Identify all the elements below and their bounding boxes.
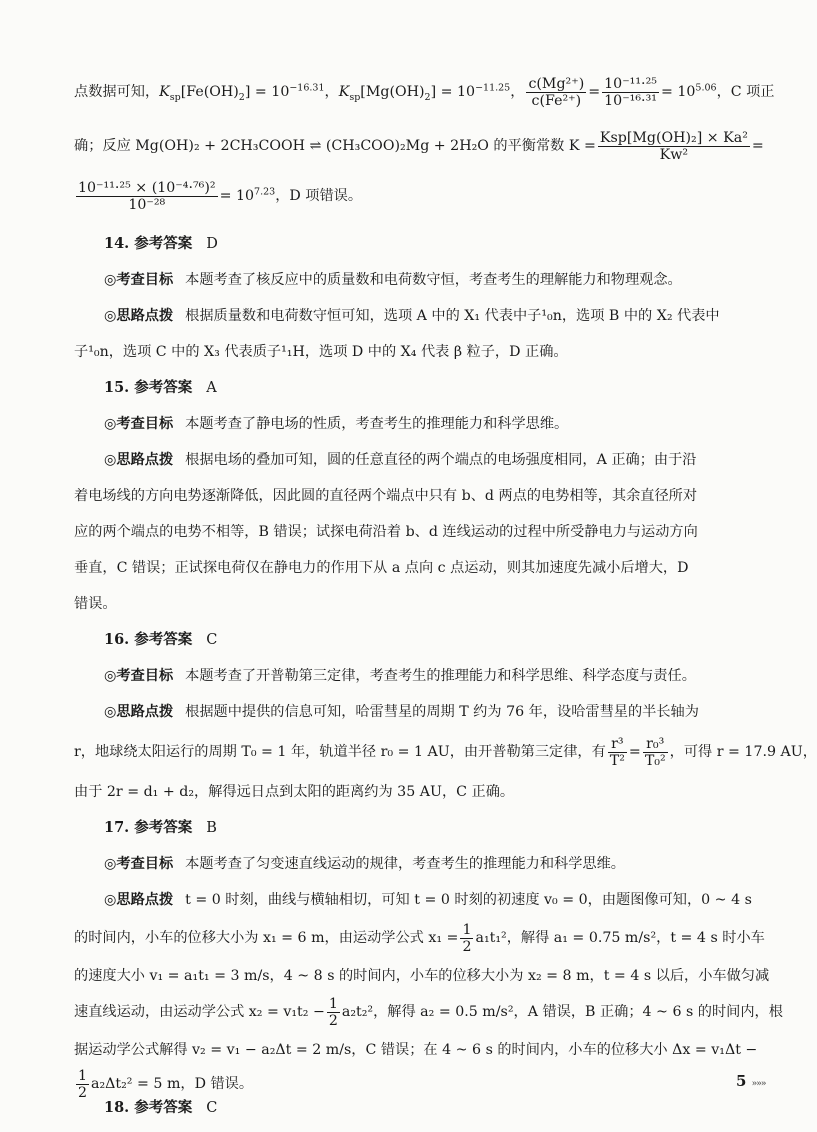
fe-expr: [Fe(OH) xyxy=(180,84,239,100)
frac-num: 10⁻¹¹·²⁵ × (10⁻⁴·⁷⁶)² xyxy=(78,179,216,196)
q17-hint-6 xyxy=(74,1066,734,1102)
hint-label: ◎思路点拨 xyxy=(104,704,174,720)
power-ratio-fraction xyxy=(602,76,659,109)
q13-line-2 xyxy=(74,128,764,164)
target-label: ◎考查目标 xyxy=(104,856,174,872)
hint-text: t = 0 时刻，曲线与横轴相切，可知 t = 0 时刻的初速度 v₀ = 0，由题图像可知，0 ~ 4 s xyxy=(185,892,752,908)
hint-text: 的时间内，小车的位移大小为 x₁ = 6 m，由运动学公式 x₁ = xyxy=(74,930,459,946)
answer-letter: C xyxy=(206,632,218,648)
hint-label: ◎思路点拨 xyxy=(104,308,174,324)
q15-hint-5: 错误。 xyxy=(74,596,117,612)
kepler-fraction-left xyxy=(608,736,627,769)
q14-hint-2: 子¹₀n，选项 C 中的 X₃ 代表质子¹₁H，选项 D 中的 X₄ 代表 β 粒子，D 正确。 xyxy=(74,344,568,360)
page-number-value: 5 xyxy=(736,1072,747,1090)
fe-sub: 2 xyxy=(238,91,245,103)
q16-target xyxy=(74,658,764,694)
equals: = xyxy=(628,744,641,760)
frac-den: T₀² xyxy=(644,752,666,769)
page-number xyxy=(736,1072,766,1090)
result: = 10 xyxy=(660,84,696,100)
conc-ratio-fraction xyxy=(526,76,586,109)
mg-result: ] = 10 xyxy=(430,84,476,100)
answer-letter: B xyxy=(206,820,217,836)
q15-hint-2: 着电场线的方向电势逐渐降低，因此圆的直径两个端点中只有 b、d 两点的电势相等，其余直径所对 xyxy=(74,488,698,504)
q16-hint-2 xyxy=(74,734,817,770)
frac-num: r₀³ xyxy=(643,736,668,753)
tail: ，D 项错误。 xyxy=(275,188,363,204)
q18-heading xyxy=(74,1098,764,1118)
q14-target xyxy=(74,262,764,298)
q16-hint-3: 由于 2r = d₁ + d₂，解得远日点到太阳的距离约为 35 AU，C 正确。 xyxy=(74,784,515,800)
answer-letter: D xyxy=(206,236,218,252)
frac-den: c(Fe²⁺) xyxy=(531,92,582,109)
fe-exp: −16.31 xyxy=(289,82,325,94)
frac-den: 10⁻²⁸ xyxy=(128,196,166,213)
target-label: ◎考查目标 xyxy=(104,272,174,288)
half-fraction xyxy=(460,922,473,955)
q13-text: 点数据可知， xyxy=(74,84,160,100)
target-text: 本题考查了匀变速直线运动的规律，考查考生的推理能力和科学思维。 xyxy=(185,856,625,872)
heading-label: 14. 参考答案 xyxy=(104,235,193,252)
frac-num: 1 xyxy=(462,921,472,938)
half-fraction xyxy=(76,1068,89,1101)
target-label: ◎考查目标 xyxy=(104,668,174,684)
tail: = xyxy=(751,138,764,154)
half-fraction xyxy=(327,996,340,1029)
target-text: 本题考查了核反应中的质量数和电荷数守恒，考查考生的理解能力和物理观念。 xyxy=(185,272,682,288)
hint-text: 根据题中提供的信息可知，哈雷彗星的周期 T 约为 76 年，设哈雷彗星的半长轴为 xyxy=(185,704,699,720)
page-decoration: »»» xyxy=(751,1079,766,1089)
calc-fraction xyxy=(76,180,218,213)
hint-text: 速直线运动，由运动学公式 x₂ = v₁t₂ − xyxy=(74,1004,325,1020)
hint-text: r，地球绕太阳运行的周期 T₀ = 1 年，轨道半径 r₀ = 1 AU，由开普勒第三定律，有 xyxy=(74,744,606,760)
q16-hint-1 xyxy=(74,694,764,730)
q15-heading xyxy=(74,370,764,406)
answer-letter: C xyxy=(206,1100,218,1116)
heading-label: 17. 参考答案 xyxy=(104,819,193,836)
heading-label: 15. 参考答案 xyxy=(104,379,193,396)
mg-expr: [Mg(OH) xyxy=(360,84,425,100)
frac-num: Ksp[Mg(OH)₂] × Ka² xyxy=(599,129,748,146)
hint-text: a₂t₂²，解得 a₂ = 0.5 m/s²，A 错误，B 正确；4 ~ 6 s 的时间内，根 xyxy=(341,1004,783,1020)
frac-num: 1 xyxy=(78,1067,88,1084)
mg-exp: −11.25 xyxy=(475,82,511,94)
q14-hint-1 xyxy=(74,298,764,334)
frac-num: 10⁻¹¹·²⁵ xyxy=(604,75,657,92)
frac-den: Kw² xyxy=(659,146,689,163)
equilibrium-fraction xyxy=(598,130,750,163)
q17-hint-4 xyxy=(74,994,783,1030)
hint-label: ◎思路点拨 xyxy=(104,452,174,468)
q17-hint-1 xyxy=(74,882,764,918)
target-text: 本题考查了静电场的性质，考查考生的推理能力和科学思维。 xyxy=(185,416,569,432)
frac-num: c(Mg²⁺) xyxy=(528,75,585,92)
hint-text: 根据质量数和电荷数守恒可知，选项 A 中的 X₁ 代表中子¹₀n，选项 B 中的 X₂ 代表中 xyxy=(185,308,720,324)
q17-hint-2 xyxy=(74,920,765,956)
frac-den: 10⁻¹⁶·³¹ xyxy=(604,92,657,109)
hint-text: 根据电场的叠加可知，圆的任意直径的两个端点的电场强度相同，A 正确；由于沿 xyxy=(185,452,697,468)
frac-den: T² xyxy=(609,752,625,769)
frac-den: 2 xyxy=(462,938,472,955)
q13-line-3 xyxy=(74,178,734,214)
kepler-fraction-right xyxy=(643,736,668,769)
ksp-sub: sp xyxy=(169,91,181,103)
q13-line-1: 点数据可知，$K_{sp}[Fe(OH)_2] = 10^{-16.31}$，$K_{sp}[Mg(OH)_2] = 10^{-11.25}$， $\frac{\text{c(Mg²⁺)}}{\text{c(Fe²⁺)}}$ = $\frac{\text{10⁻¹¹·²⁵}}{\text{10⁻¹⁶·³¹}}$ = $10^{5.06}$，C 项正 xyxy=(74,75,775,109)
result-exp: 7.23 xyxy=(254,186,276,198)
q17-hint-3: 的速度大小 v₁ = a₁t₁ = 3 m/s，4 ~ 8 s 的时间内，小车的位移大小为 x₂ = 8 m，t = 4 s 以后，小车做匀减 xyxy=(74,968,770,984)
frac-num: r³ xyxy=(608,736,627,753)
q17-hint-5: 据运动学公式解得 v₂ = v₁ − a₂Δt = 2 m/s，C 错误；在 4 ~ 6 s 的时间内，小车的位移大小 Δx = v₁Δt − xyxy=(74,1042,758,1058)
q15-hint-3: 应的两个端点的电势不相等，B 错误；试探电荷沿着 b、d 连线运动的过程中所受静电力与运动方向 xyxy=(74,524,698,540)
ksp-sub-2: sp xyxy=(349,91,361,103)
q15-hint-4: 垂直，C 错误；正试探电荷仅在静电力的作用下从 a 点向 c 点运动，则其加速度先减小后增大，D xyxy=(74,560,689,576)
q15-target xyxy=(74,406,764,442)
frac-den: 2 xyxy=(78,1084,88,1101)
q17-target xyxy=(74,846,764,882)
answer-letter: A xyxy=(206,380,217,396)
hint-text: a₂Δt₂² = 5 m，D 错误。 xyxy=(91,1076,254,1092)
frac-den: 2 xyxy=(328,1012,338,1029)
result: = 10 xyxy=(219,188,255,204)
ksp-symbol-2: K xyxy=(338,84,350,100)
q15-hint-1 xyxy=(74,442,764,478)
heading-label: 18. 参考答案 xyxy=(104,1099,193,1116)
q14-heading xyxy=(74,226,764,262)
ksp-symbol: K xyxy=(159,84,170,100)
q16-heading xyxy=(74,622,764,658)
result-exp: 5.06 xyxy=(695,82,717,94)
target-label: ◎考查目标 xyxy=(104,416,174,432)
heading-label: 16. 参考答案 xyxy=(104,631,193,648)
mg-sub: 2 xyxy=(424,91,431,103)
frac-num: 1 xyxy=(328,995,338,1012)
target-text: 本题考查了开普勒第三定律，考查考生的推理能力和科学思维、科学态度与责任。 xyxy=(185,668,696,684)
hint-label: ◎思路点拨 xyxy=(104,892,174,908)
tail: ，C 项正 xyxy=(716,84,775,100)
q17-heading xyxy=(74,810,764,846)
q13-text: 确；反应 Mg(OH)₂ + 2CH₃COOH ⇌ (CH₃COO)₂Mg + 2H₂O 的平衡常数 K = xyxy=(74,138,596,154)
hint-text: a₁t₁²，解得 a₁ = 0.75 m/s²，t = 4 s 时小车 xyxy=(475,930,765,946)
hint-text: ，可得 r = 17.9 AU， xyxy=(669,744,817,760)
fe-result: ] = 10 xyxy=(244,84,290,100)
